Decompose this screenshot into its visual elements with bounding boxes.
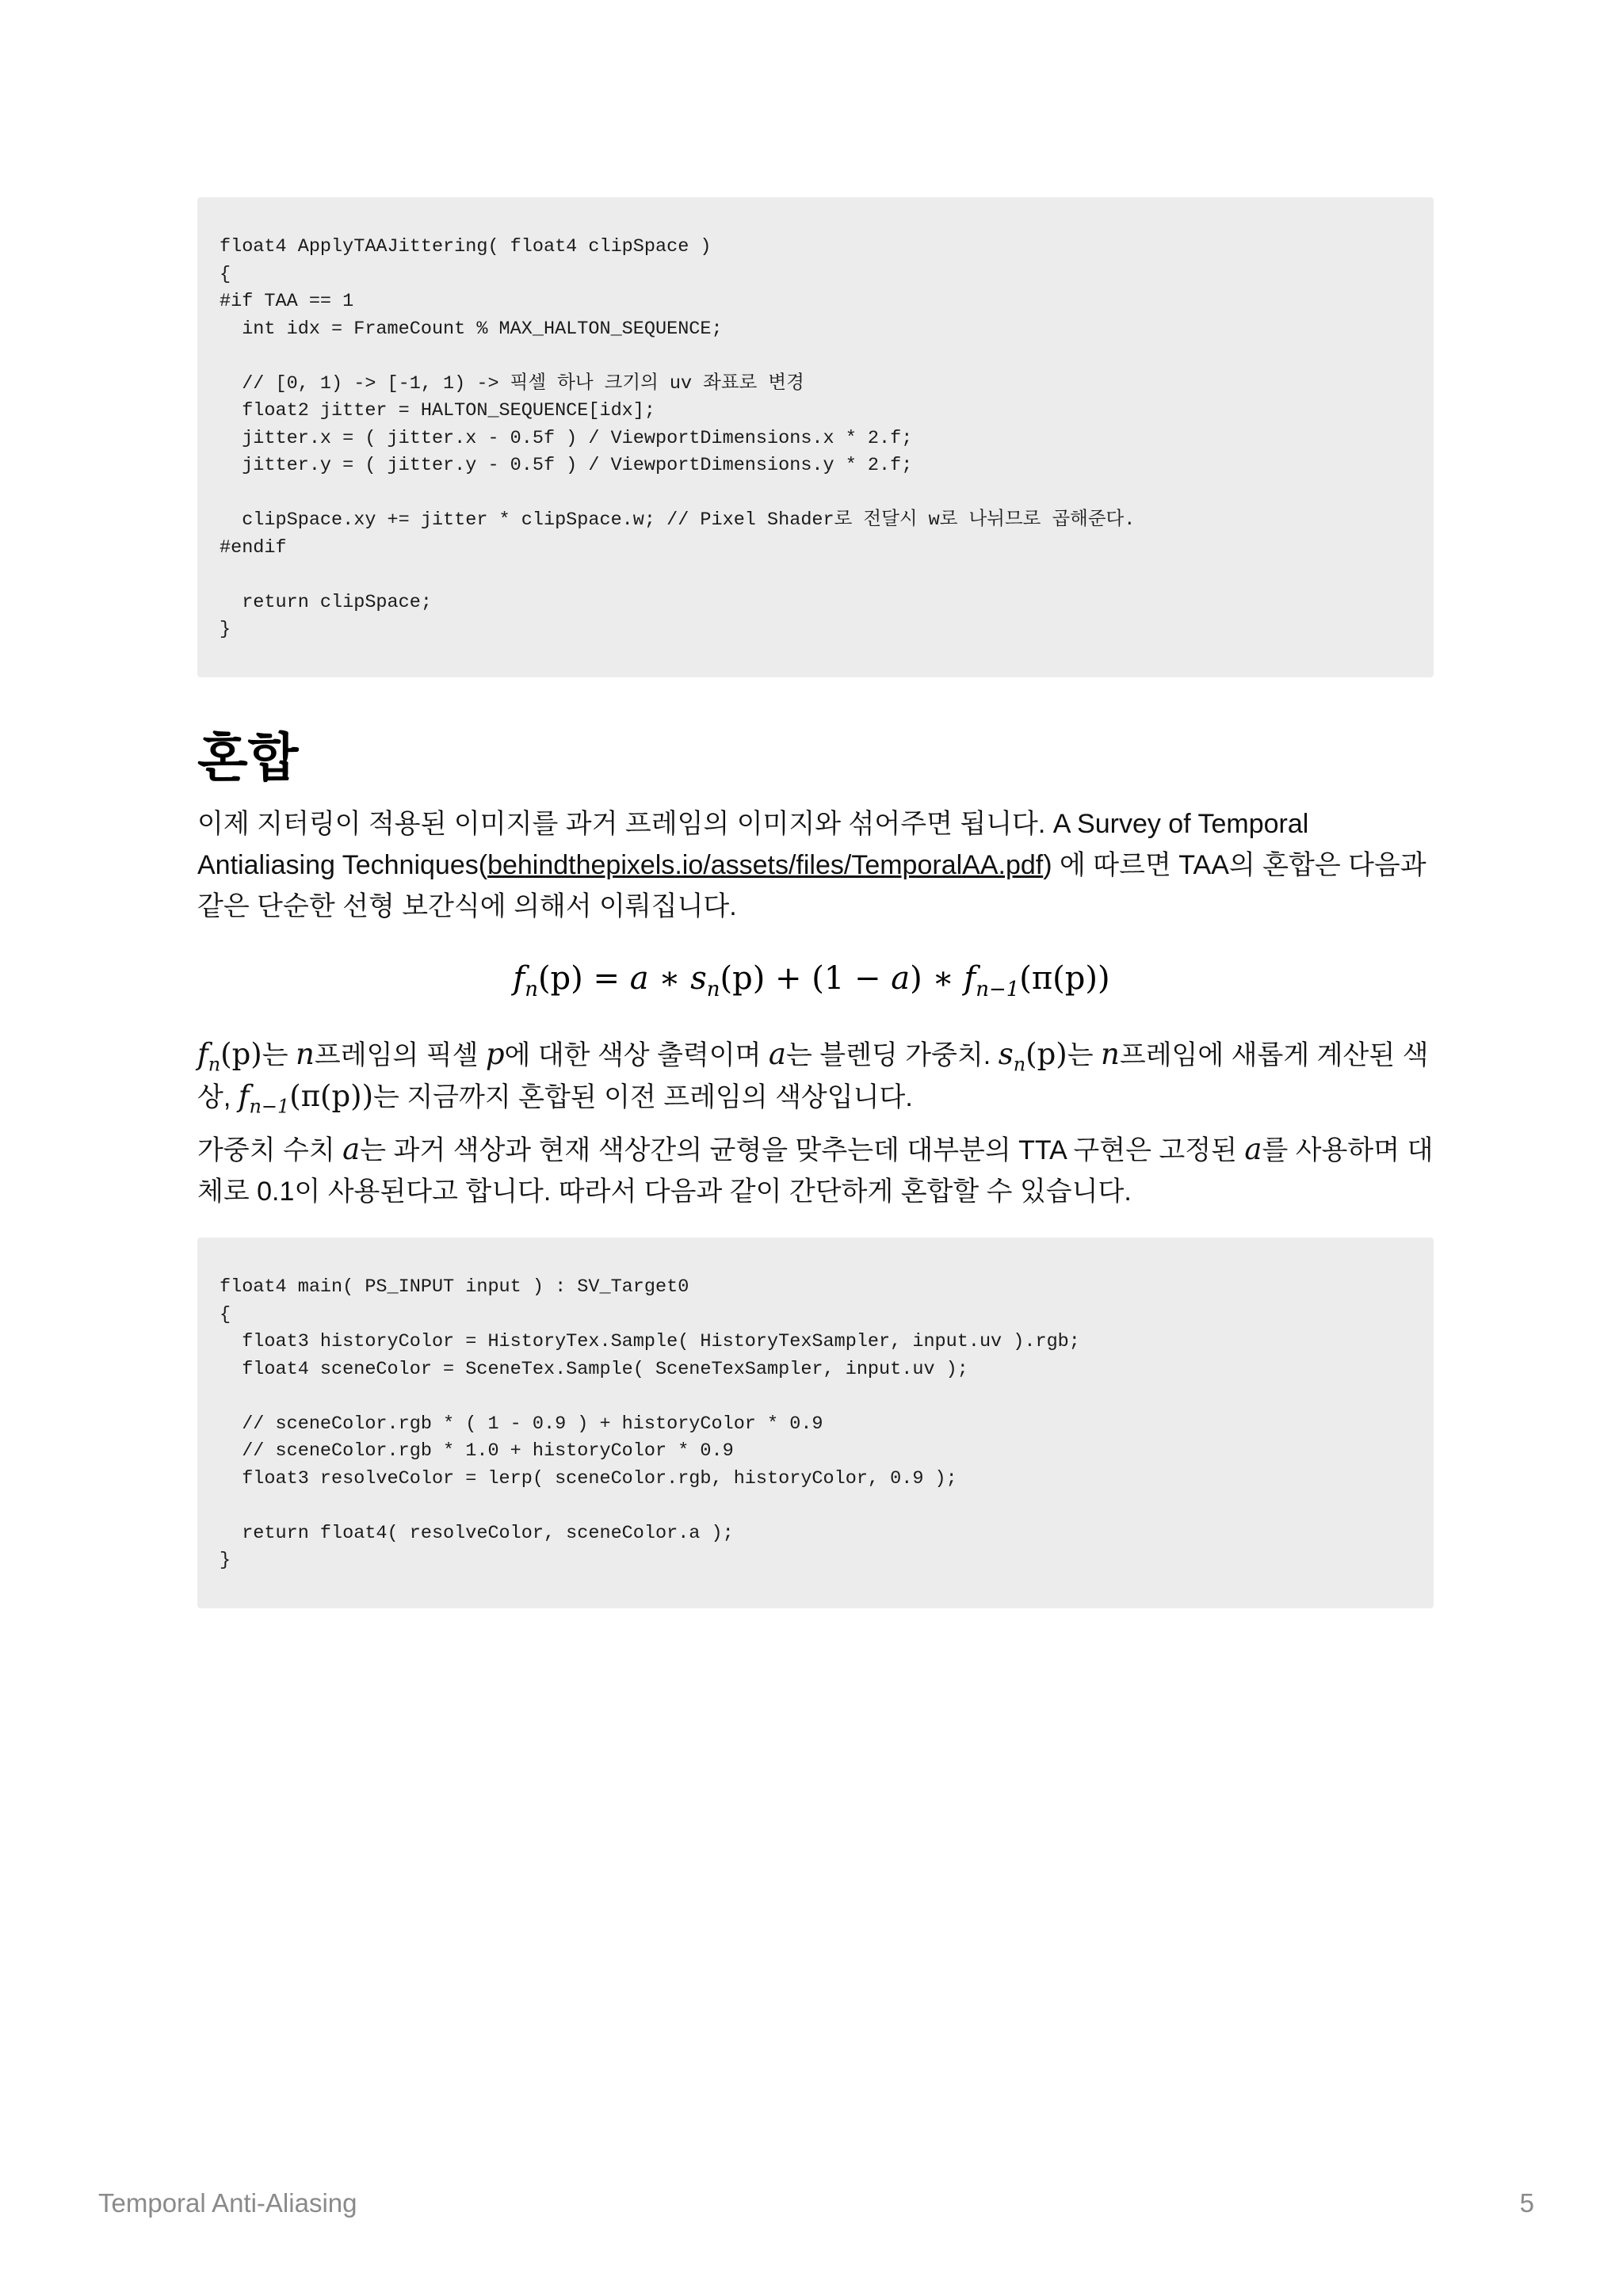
para-text: 가중치 수치	[197, 1135, 343, 1165]
eq-sub: n−1	[976, 978, 1020, 1001]
math-inline: p	[485, 1037, 505, 1071]
code-block-taa-jittering	[197, 197, 1434, 677]
math-inline	[998, 1037, 1067, 1076]
eq-sub: n	[525, 978, 538, 1001]
eq-op: =	[582, 960, 630, 997]
eq-op: ∗	[922, 960, 964, 997]
math-sub: n	[208, 1053, 221, 1076]
code-text: float4 ApplyTAAJittering( float4 clipSpace ) { #if TAA == 1 int idx = FrameCount % MAX_HALTON_SEQUENCE; // [0, 1) -> [-1, 1) -> 픽셀 하나 크기의 uv 좌표로 변경 float2 jitter = HALTON_SEQUENCE[idx]; jitter.x = ( jitter.x - 0.5f ) / ViewportDimensions.x * 2.f; jitter.y = ( jitter.y - 0.5f ) / ViewportDimensions.y * 2.f; clipSpace.xy += jitter * clipSpace.w; // Pixel Shader로 전달시 w로 나뉘므로 곱해준다. #endif return clipSpace; }	[220, 236, 1136, 640]
para-text: 는 지금까지 혼합된 이전 프레임의 색상입니다.	[373, 1082, 913, 1112]
eq-op: +	[765, 960, 812, 997]
math-term: f	[197, 1037, 208, 1071]
eq-term: 1	[823, 960, 845, 997]
para-text: 이제 지터링이 적용된 이미지를 과거 프레임의 이미지와 섞어주면 됩니다. A Survey of Temporal Antialiasing Techniques(	[197, 809, 1309, 880]
para-text: 를 사용하며 대체로 0.1이 사용된다고 합니다. 따라서 다음과 같이 간단하게 혼합할 수 있습니다.	[197, 1135, 1434, 1207]
math-term: s	[998, 1037, 1014, 1071]
math-sub: n−1	[249, 1095, 290, 1118]
math-term: f	[238, 1079, 250, 1113]
page-number: 5	[1519, 2188, 1534, 2218]
para-text: 프레임의 픽셀	[314, 1040, 486, 1070]
section-heading: 혼합	[197, 727, 299, 788]
math-inline: n	[296, 1037, 315, 1071]
math-inline: a	[342, 1132, 361, 1166]
para-text: 프레임에 새롭게 계산된 색상,	[197, 1040, 1429, 1112]
math-term: (p)	[1025, 1037, 1067, 1071]
eq-term: s	[690, 960, 707, 997]
eq-term: f	[964, 960, 976, 997]
math-inline: a	[1244, 1132, 1262, 1166]
math-inline	[238, 1079, 374, 1118]
math-inline: a	[768, 1037, 786, 1071]
eq-term: (p)	[720, 960, 766, 997]
para-text: 는	[1067, 1040, 1102, 1070]
eq-term: f	[513, 960, 525, 997]
math-sub: n	[1013, 1053, 1026, 1076]
eq-term: (π(p))	[1019, 960, 1110, 997]
eq-paren: )	[910, 960, 922, 997]
eq-paren: (	[812, 960, 824, 997]
math-inline: n	[1101, 1037, 1120, 1071]
para-text: 는 블렌딩 가중치.	[785, 1040, 999, 1070]
math-term: (π(p))	[289, 1079, 374, 1113]
paper-link[interactable]: behindthepixels.io/assets/files/TemporalAA.pdf	[487, 850, 1044, 880]
code-text: float4 main( PS_INPUT input ) : SV_Target0 { float3 historyColor = HistoryTex.Sample( HistoryTexSampler, input.uv ).rgb; float4 sceneColor = SceneTex.Sample( SceneTexSampler, input.uv ); // sceneColor.rgb * ( 1 - 0.9 ) + historyColor * 0.9 // sceneColor.rgb * 1.0 + historyColor * 0.9 float3 resolveColor = lerp( sceneColor.rgb, historyColor, 0.9 ); return float4( resolveColor, sceneColor.a ); }	[220, 1276, 1080, 1571]
paragraph-definitions	[197, 1034, 1442, 1118]
code-block-blend-shader	[197, 1238, 1434, 1608]
paragraph-weight	[197, 1129, 1442, 1212]
math-term: (p)	[220, 1037, 262, 1071]
eq-term: a	[629, 960, 649, 997]
eq-sub: n	[706, 978, 720, 1001]
eq-term: a	[891, 960, 911, 997]
eq-term: (p)	[537, 960, 583, 997]
paragraph-intro	[197, 803, 1442, 927]
eq-op: ∗	[648, 960, 691, 997]
para-text: 는	[262, 1040, 296, 1070]
blend-equation	[0, 955, 1623, 1002]
footer-title: Temporal Anti-Aliasing	[98, 2188, 357, 2218]
math-inline	[197, 1037, 262, 1076]
para-text: 에 대한 색상 출력이며	[504, 1040, 769, 1070]
para-text: 는 과거 색상과 현재 색상간의 균형을 맞추는데 대부분의 TTA 구현은 고정된	[360, 1135, 1245, 1165]
eq-op: −	[844, 960, 892, 997]
para-text: ) 에 따르면 TAA의 혼합은 다음과 같은 단순한 선형 보간식에 의해서 이뤄집니다.	[197, 850, 1426, 921]
